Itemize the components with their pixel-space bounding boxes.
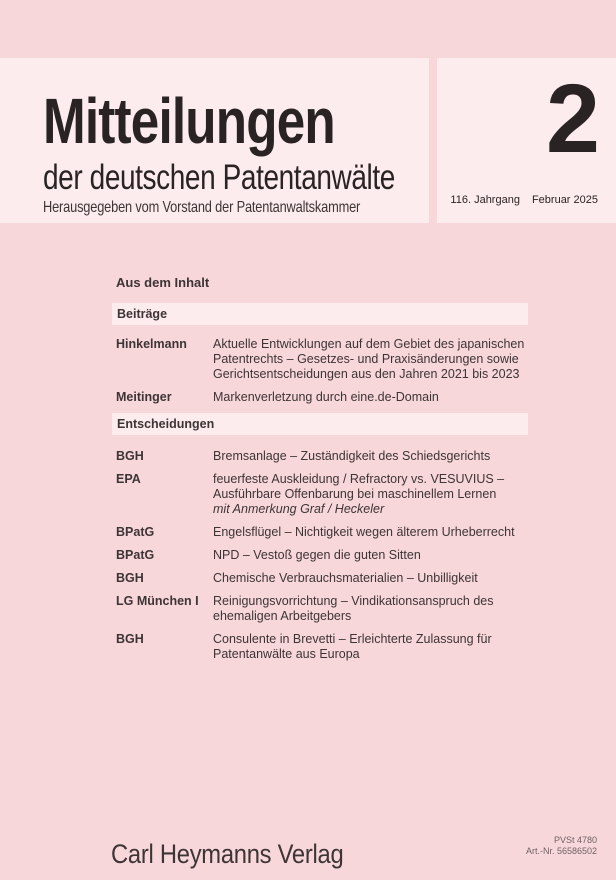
toc-label: BGH (116, 571, 144, 585)
article-number: Art.-Nr. 56586502 (525, 846, 597, 856)
toc-label: Meitinger (116, 390, 172, 404)
journal-tagline: Herausgegeben vom Vorstand der Patentanwaltskammer (43, 199, 361, 217)
toc-row (112, 449, 528, 464)
issue-number: 2 (546, 64, 600, 173)
journal-title: Mitteilungen (43, 85, 335, 157)
issue-volume: 116. Jahrgang (450, 194, 520, 206)
toc-text: feuerfeste Auskleidung / Refractory vs. VESUVIUS – Ausführbare Offenbarung bei maschinellem Lernen (213, 472, 505, 501)
postal-distribution-code: PVSt 4780 (553, 835, 597, 845)
issue-panel (437, 58, 616, 223)
toc-label: BPatG (116, 548, 155, 562)
toc-text: Aktuelle Entwicklungen auf dem Gebiet des japanischen Patentrechts – Gesetzes- und Praxisänderungen sowie Gerichtsentscheidungen aus den Jahren 2021 bis 2023 (213, 337, 525, 381)
toc-annotation: mit Anmerkung Graf / Heckeler (213, 502, 385, 516)
toc-row (112, 571, 528, 586)
toc-label: BGH (116, 449, 144, 463)
issue-meta (450, 194, 598, 206)
issue-month: Februar 2025 (531, 194, 598, 206)
toc-label: LG München I (116, 594, 199, 608)
toc-label: BGH (116, 632, 144, 646)
toc-row (112, 525, 528, 540)
toc-label: EPA (116, 472, 141, 486)
masthead-panel (0, 58, 429, 223)
toc-row (112, 594, 528, 624)
toc-row (112, 472, 528, 517)
title-block (43, 85, 483, 217)
section-header-entscheidungen: Entscheidungen (112, 413, 528, 435)
toc-text: Chemische Verbrauchsmaterialien – Unbilligkeit (213, 571, 478, 585)
journal-subtitle: der deutschen Patentanwälte (43, 158, 395, 198)
toc-heading: Aus dem Inhalt (116, 275, 210, 290)
toc-text: Bremsanlage – Zuständigkeit des Schiedsgerichts (213, 449, 491, 463)
toc-row (112, 548, 528, 563)
toc-text: NPD – Vestoß gegen die guten Sitten (213, 548, 421, 562)
toc-text: Engelsflügel – Nichtigkeit wegen älterem Urheberrecht (213, 525, 515, 539)
toc-row (112, 337, 528, 382)
toc-row (112, 390, 528, 405)
footer-codes (526, 835, 597, 857)
toc-label: BPatG (116, 525, 155, 539)
section-header-beitraege: Beiträge (112, 303, 528, 325)
toc-label: Hinkelmann (116, 337, 187, 351)
table-of-contents (112, 274, 528, 670)
toc-text: Consulente in Brevetti – Erleichterte Zulassung für Patentanwälte aus Europa (213, 632, 492, 661)
toc-text: Reinigungsvorrichtung – Vindikationsanspruch des ehemaligen Arbeitgebers (213, 594, 494, 623)
toc-text: Markenverletzung durch eine.de-Domain (213, 390, 439, 404)
publisher-name: Carl Heymanns Verlag (111, 839, 344, 869)
toc-row (112, 632, 528, 662)
